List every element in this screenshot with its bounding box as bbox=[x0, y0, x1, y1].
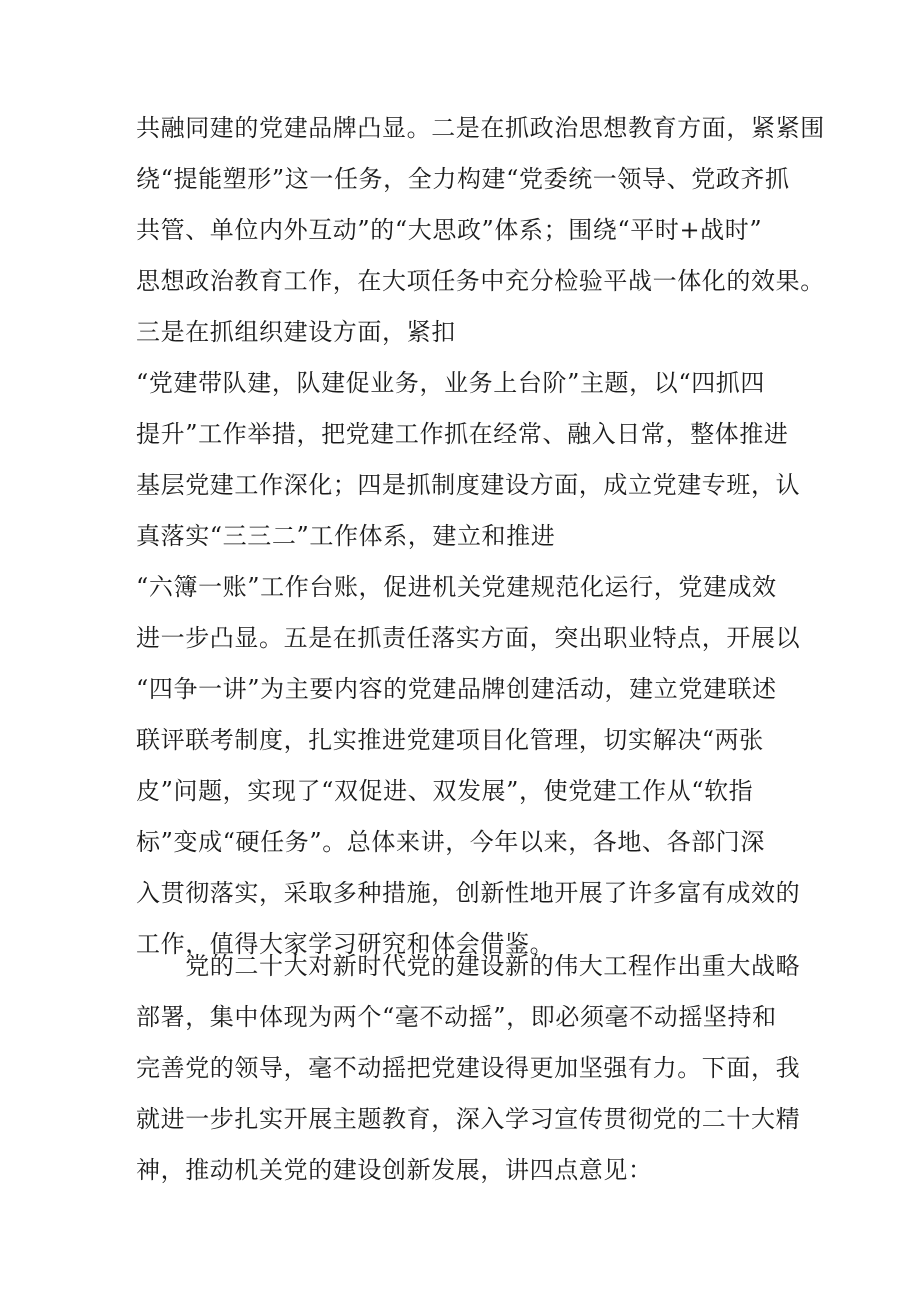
text-line: 真落实“三三二”工作体系，建立和推进 bbox=[136, 522, 556, 550]
text-line: 绕“提能塑形”这一任务，全力构建“党委统一领导、党政齐抓 bbox=[136, 165, 790, 193]
text-line: 神，推动机关党的建设创新发展，讲四点意见： bbox=[136, 1156, 653, 1184]
text-line: 完善党的领导，毫不动摇把党建设得更加坚强有力。下面，我 bbox=[136, 1054, 801, 1082]
text-line: 标”变成“硬任务”。总体来讲，今年以来，各地、各部门深 bbox=[136, 828, 766, 856]
text-line: 进一步凸显。五是在抓责任落实方面，突出职业特点，开展以 bbox=[136, 624, 801, 652]
text-line: 部署，集中体现为两个“毫不动摇”，即必须毫不动摇坚持和 bbox=[136, 1003, 777, 1031]
text-line: 工作，值得大家学习研究和体会借鉴。 bbox=[136, 930, 555, 958]
paragraph-party-building-achievements bbox=[136, 103, 825, 970]
text-line: “四争一讲”为主要内容的党建品牌创建活动，建立党建联述 bbox=[136, 675, 777, 703]
text-line: 联评联考制度，扎实推进党建项目化管理，切实解决“两张 bbox=[136, 726, 764, 754]
text-line: 党的二十大对新时代党的建设新的伟大工程作出重大战略 bbox=[136, 952, 801, 980]
text-line: 思想政治教育工作，在大项任务中充分检验平战一体化的效果。 bbox=[136, 267, 825, 295]
text-line: 就进一步扎实开展主题教育，深入学习宣传贯彻党的二十大精 bbox=[136, 1105, 801, 1133]
text-line: 入贯彻落实，采取多种措施，创新性地开展了许多富有成效的 bbox=[136, 879, 801, 907]
text-line: 共管、单位内外互动”的“大思政”体系；围绕“平时+战时” bbox=[136, 216, 763, 244]
text-line: 提升”工作举措，把党建工作抓在经常、融入日常，整体推进 bbox=[136, 420, 789, 448]
text-line: 三是在抓组织建设方面，紧扣 bbox=[136, 318, 456, 346]
text-line: “党建带队建，队建促业务，业务上台阶”主题，以“四抓四 bbox=[136, 369, 766, 397]
text-line: 共融同建的党建品牌凸显。二是在抓政治思想教育方面，紧紧围 bbox=[136, 114, 825, 142]
text-line: 皮”问题，实现了“双促进、双发展”，使党建工作从“软指 bbox=[136, 777, 754, 805]
text-line: “六簿一账”工作台账，促进机关党建规范化运行，党建成效 bbox=[136, 573, 777, 601]
text-line: 基层党建工作深化；四是抓制度建设方面，成立党建专班，认 bbox=[136, 471, 801, 499]
paragraph-twentieth-congress-opinions bbox=[136, 941, 800, 1196]
